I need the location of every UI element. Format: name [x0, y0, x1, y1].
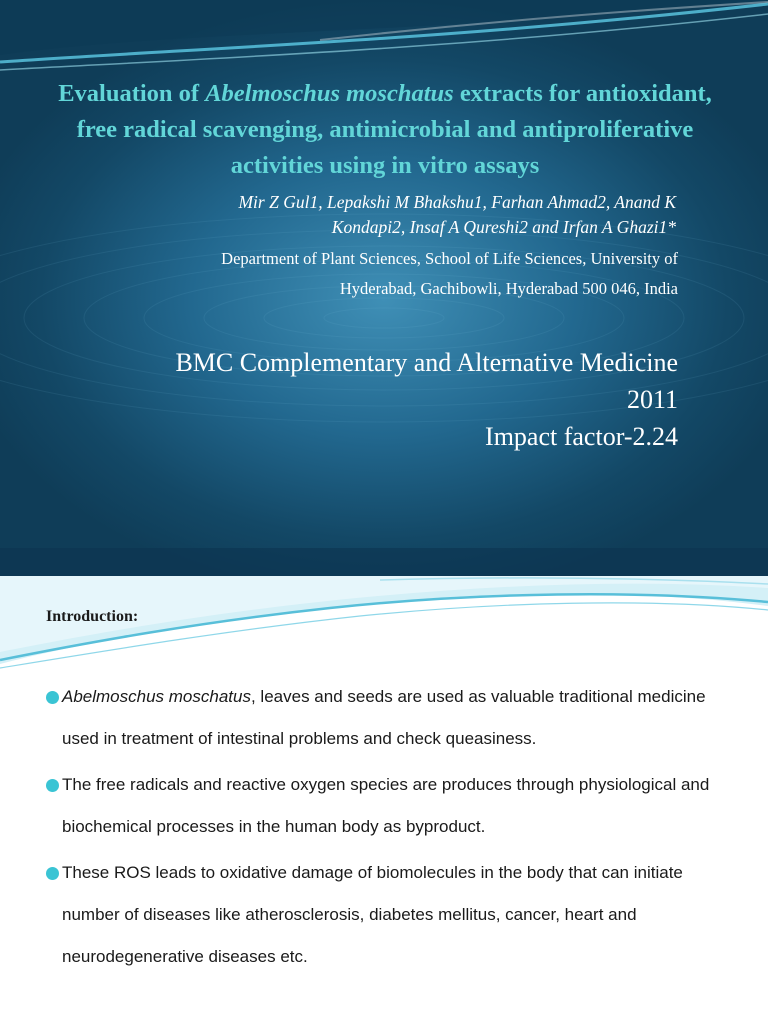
journal-year: 2011 [626, 385, 678, 414]
bullet-2-text: The free radicals and reactive oxygen species are produces through physiological and biochemical processes in the human body as byproduct. [62, 775, 710, 836]
title-species-name: Abelmoschus moschatus [205, 80, 454, 107]
journal-name: BMC Complementary and Alternative Medicine [175, 348, 678, 377]
bullet-item-1 [46, 676, 736, 760]
bullet-item-2 [46, 764, 736, 848]
bullet-item-3 [46, 852, 736, 978]
bullet-dot-icon [46, 779, 59, 792]
paper-title [40, 76, 730, 184]
author-line-2: Kondapi2, Insaf A Qureshi2 and Irfan A Ghazi1* [331, 217, 676, 237]
bullet-dot-icon [46, 867, 59, 880]
affiliation [90, 244, 678, 304]
bullet-dot-icon [46, 691, 59, 704]
section-heading: Introduction: [46, 608, 139, 625]
bullet-1-species: Abelmoschus moschatus [62, 687, 251, 706]
author-line-1: Mir Z Gul1, Lepakshi M Bhakshu1, Farhan Ahmad2, Anand K [238, 192, 676, 212]
impact-factor: Impact factor-2.24 [485, 422, 678, 451]
title-part-1: Evaluation of [58, 80, 206, 107]
title-part-2: extracts for antioxidant, free radical scavenging, antimicrobial and antiproliferative activities using in vitro assays [76, 80, 712, 179]
bullet-1-text: , leaves and seeds are used as valuable traditional medicine used in treatment of intestinal problems and check queasiness. [62, 687, 706, 748]
journal-info [80, 344, 678, 455]
author-list [76, 190, 676, 240]
bullet-list [46, 676, 736, 982]
affiliation-line-2: Hyderabad, Gachibowli, Hyderabad 500 046, India [339, 279, 678, 298]
affiliation-line-1: Department of Plant Sciences, School of Life Sciences, University of [221, 249, 678, 268]
bullet-3-text: These ROS leads to oxidative damage of biomolecules in the body that can initiate number of diseases like atherosclerosis, diabetes mellitus, cancer, heart and neurodegenerative diseases etc. [62, 863, 683, 966]
introduction-slide [0, 576, 768, 1024]
